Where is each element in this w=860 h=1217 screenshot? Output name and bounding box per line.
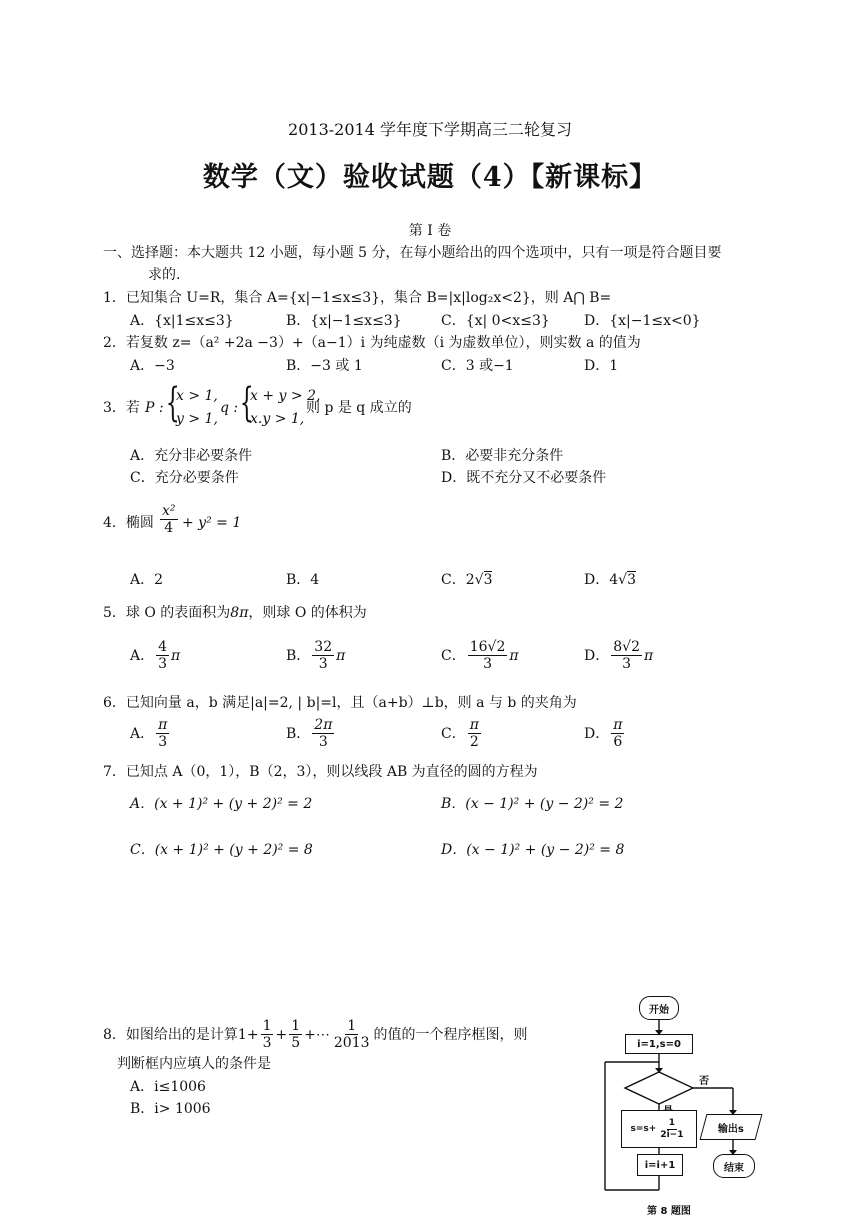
q5-option-c: C． $\frac{16√2}{3}$ π xyxy=(441,639,519,672)
q1-option-c: C．{x| 0<x≤3} xyxy=(441,313,550,329)
flowchart-no-label: 否 xyxy=(699,1076,709,1087)
q7-option-c: C．(x + 1)² + (y + 2)² = 8 xyxy=(130,842,313,858)
flowchart-init: i=1,s=0 xyxy=(625,1034,693,1054)
q4-fraction: $\frac{\text{x²}}{4}$ xyxy=(162,503,176,536)
sqrt-icon: √ xyxy=(618,572,628,588)
sqrt-icon: √ xyxy=(474,572,484,588)
q8-line2: 判断框内应填人的条件是 xyxy=(117,1056,271,1072)
q3-option-a: A．充分非必要条件 xyxy=(130,448,253,464)
q3-p-symbol: P : xyxy=(145,400,164,416)
q7-option-d: D．(x − 1)² + (y − 2)² = 8 xyxy=(441,842,625,858)
q2-stem: 2．若复数 z=（a² +2a −3）+（a−1）i 为纯虚数（i 为虚数单位），则实数 a 的值为 xyxy=(103,335,641,351)
q6-option-b: B． $\frac{2\pi}{3}$ xyxy=(286,717,333,750)
exam-title: 数学（文）验收试题（4）【新课标】 xyxy=(202,162,658,193)
flowchart-connectors xyxy=(595,990,765,1216)
q6-option-c: C． $\frac{\pi}{2}$ xyxy=(441,717,479,750)
q1-option-d: D．{x|−1≤x<0} xyxy=(584,313,701,329)
flowchart-end: 结束 xyxy=(713,1154,755,1178)
q8-stem: 8．如图给出的是计算 1+ $\frac{1}{3}$ + $\frac{1}{5}$ +⋯ $\frac{1}{2013}$ 的值的一个程序框图，则 xyxy=(103,1018,528,1051)
exam-subtitle: 2013-2014 学年度下学期高三二轮复习 xyxy=(288,120,572,139)
q5-stem: 5．球 O 的表面积为8π，则球 O 的体积为 xyxy=(103,605,367,621)
flowchart-figure xyxy=(595,990,765,1216)
q1-option-a: A．{x|1≤x≤3} xyxy=(130,313,234,329)
flowchart-start: 开始 xyxy=(639,996,679,1020)
q3-option-b: B．必要非充分条件 xyxy=(441,448,564,464)
q6-stem: 6．已知向量 a，b 满足|a|=2, | b|=l，且（a+b）⊥b，则 a 与 b 的夹角为 xyxy=(103,695,577,711)
flowchart-caption: 第 8 题图 xyxy=(647,1206,691,1217)
q4-equation-rest: + y² = 1 xyxy=(182,515,242,531)
q1-stem: 1．已知集合 U=R，集合 A={x|−1≤x≤3}，集合 B=|x|log₂x<2}，则 A⋂ B= xyxy=(103,290,612,306)
instructions-line1: 一、选择题：本大题共 12 小题，每小题 5 分，在每小题给出的四个选项中，只有一项是符合题目要 xyxy=(103,245,722,261)
q3-p-cond1: x > 1, xyxy=(176,388,218,404)
q3-q-brace: { xyxy=(239,380,254,426)
q8-option-a: A．i≤1006 xyxy=(130,1079,206,1095)
q5-option-b: B． $\frac{32}{3}$ π xyxy=(286,639,346,672)
q4-option-b: B．4 xyxy=(286,572,320,588)
q3-option-c: C．充分必要条件 xyxy=(130,470,239,486)
q1-option-b: B．{x|−1≤x≤3} xyxy=(286,313,402,329)
q5-option-a: A． $\frac{4}{3}$ π xyxy=(130,639,181,672)
q2-option-c: C．3 或−1 xyxy=(441,358,514,374)
q3-p-cond2: y > 1, xyxy=(176,411,218,427)
q5-option-d: D． $\frac{8√2}{3}$ π xyxy=(584,639,654,672)
q7-stem: 7．已知点 A（0，1），B（2，3），则以线段 AB 为直径的圆的方程为 xyxy=(103,764,538,780)
q3-suffix: 则 p 是 q 成立的 xyxy=(306,400,412,416)
section-label: 第 I 卷 xyxy=(408,223,452,239)
q8-option-b: B．i> 1006 xyxy=(130,1101,211,1117)
q3-p-brace: { xyxy=(165,380,180,426)
q3-q-cond2: x.y > 1, xyxy=(250,411,305,427)
q2-option-b: B．−3 或 1 xyxy=(286,358,363,374)
q3-prefix: 3．若 xyxy=(103,400,140,416)
q3-q-symbol: q : xyxy=(220,400,239,416)
q4-option-d: D．4√3 xyxy=(584,572,636,588)
q6-option-d: D． $\frac{\pi}{6}$ xyxy=(584,717,623,750)
q3-option-d: D．既不充分又不必要条件 xyxy=(441,470,607,486)
q2-option-a: A．−3 xyxy=(130,358,175,374)
q4-option-c: C．2√3 xyxy=(441,572,493,588)
flowchart-assign: s=s+ $\frac{1}{2i-1}$ xyxy=(621,1110,697,1148)
q2-option-d: D．1 xyxy=(584,358,619,374)
q7-option-a: A．(x + 1)² + (y + 2)² = 2 xyxy=(130,796,313,812)
q7-option-b: B．(x − 1)² + (y − 2)² = 2 xyxy=(441,796,624,812)
q3-q-cond1: x + y > 2, xyxy=(250,388,321,404)
q4-option-a: A．2 xyxy=(130,572,164,588)
q6-option-a: A． $\frac{\pi}{3}$ xyxy=(130,717,168,750)
flowchart-output: 输出s xyxy=(700,1114,763,1140)
instructions-line2: 求的. xyxy=(148,267,181,283)
flowchart-increment: i=i+1 xyxy=(637,1154,683,1176)
q4-prefix: 4．椭圆 xyxy=(103,515,154,531)
